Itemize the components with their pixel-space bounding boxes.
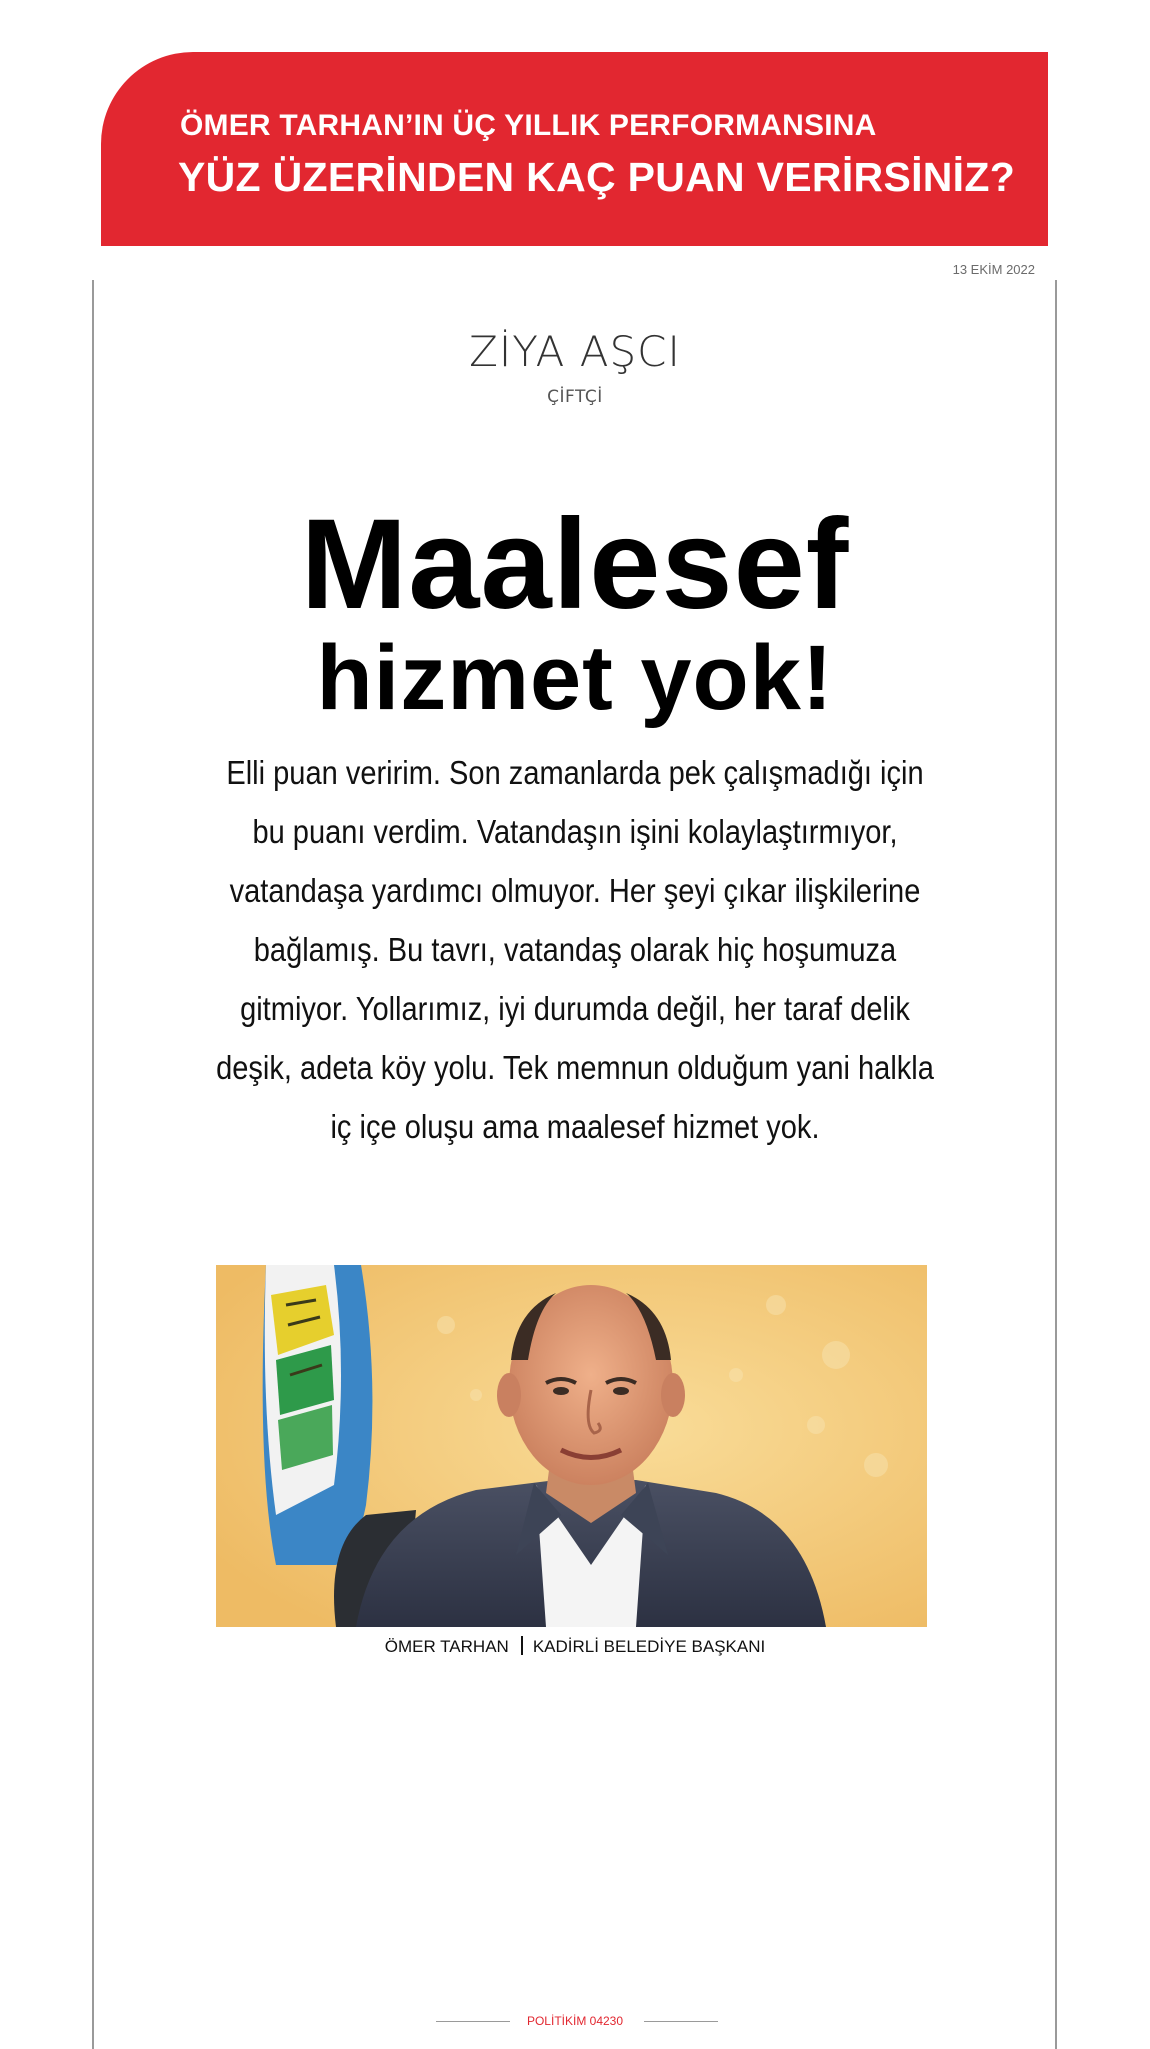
caption-name: ÖMER TARHAN xyxy=(384,1637,509,1656)
author-role: ÇİFTÇİ xyxy=(547,387,603,407)
footer-rule-right xyxy=(644,2021,718,2022)
caption-title: KADİRLİ BELEDİYE BAŞKANI xyxy=(532,1637,766,1656)
headline-main: Maalesef xyxy=(300,493,850,636)
photo-caption xyxy=(0,1636,1150,1657)
header-banner xyxy=(101,52,1048,246)
author-name: ZİYA AŞCI xyxy=(469,327,681,376)
footer-label: POLİTİKİM 04230 xyxy=(526,2014,624,2028)
caption-separator xyxy=(521,1636,523,1655)
banner-title-line2: YÜZ ÜZERİNDEN KAÇ PUAN VERİRSİNİZ? xyxy=(178,154,1016,200)
banner-title-line1: ÖMER TARHAN’IN ÜÇ YILLIK PERFORMANSINA xyxy=(180,109,877,142)
headline-sub: hizmet yok! xyxy=(316,627,834,729)
publish-date: 13 EKİM 2022 xyxy=(952,262,1035,277)
portrait-photo xyxy=(216,1265,927,1627)
quote-body: Elli puan veririm. Son zamanlarda pek çalışmadığı için bu puanı verdim. Vatandaşın işini kolaylaştırmıyor, vatandaşa yardımcı olmuyor. Her şeyi çıkar ilişkilerine bağlamış. Bu tavrı, vatandaş olarak hiç hoşumuza gitmiyor. Yollarımız, iyi durumda değil, her taraf delik deşik, adeta köy yolu. Tek memnun olduğum yani halkla iç içe oluşu ama maalesef hizmet yok. xyxy=(216,754,934,1145)
